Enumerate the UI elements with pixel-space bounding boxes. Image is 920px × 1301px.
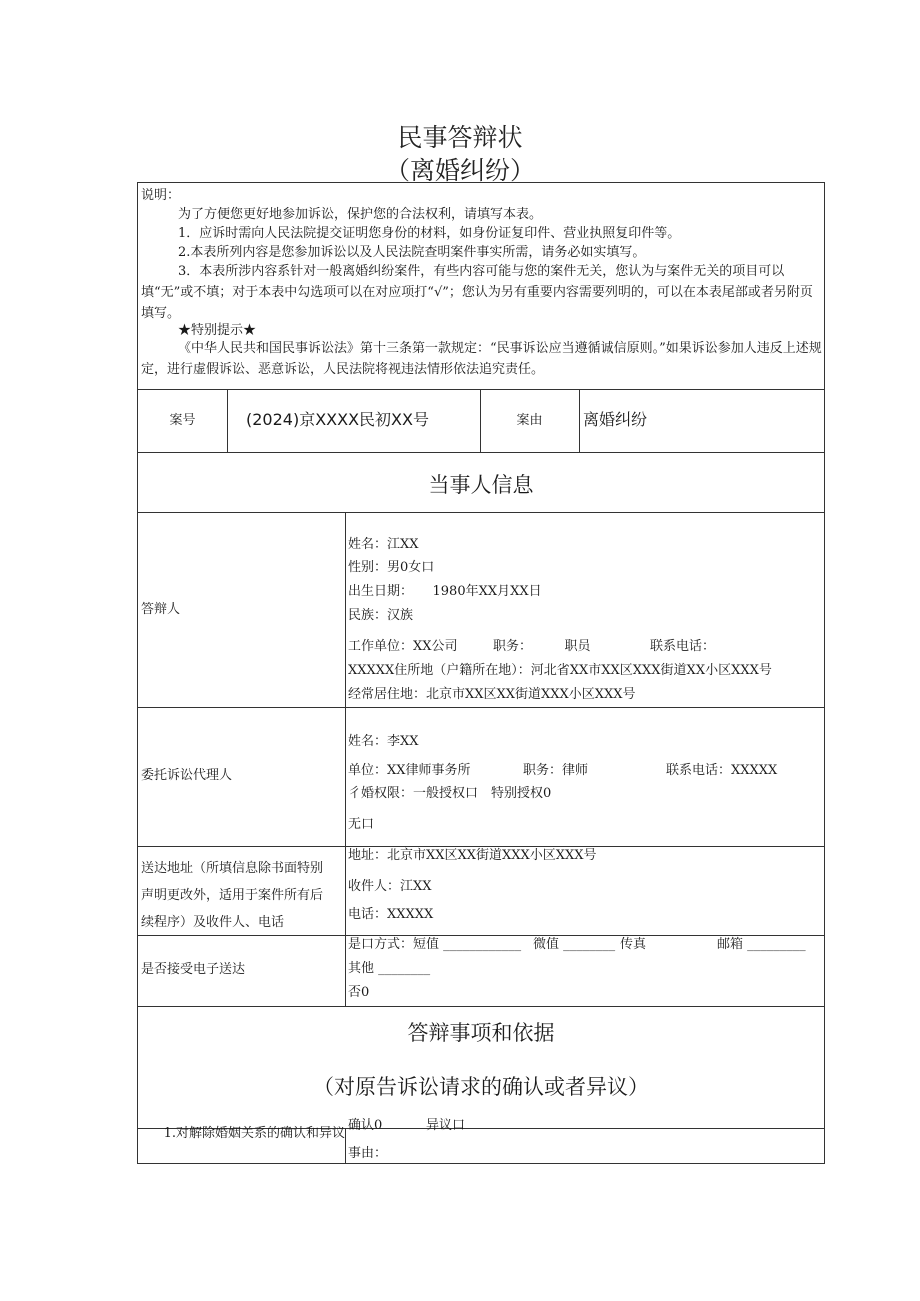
document-subtitle: （离婚纠纷）: [384, 156, 535, 185]
case-cause-value: 离婚纠纷: [583, 410, 648, 429]
defense-section-subtitle: （对原告诉讼请求的确认或者异议）: [313, 1075, 649, 1099]
respondent-gender: 性别：男0女口: [348, 560, 435, 575]
electronic-email: 邮箱 _________: [717, 937, 806, 952]
respondent-birth: 出生日期： 1980年XX月XX日: [348, 584, 542, 599]
electronic-yes-sms: 是口方式：短值 ____________: [348, 937, 522, 952]
agent-phone: 联系电话：XXXXX: [666, 763, 778, 778]
case-cause-label: 案由: [516, 413, 543, 428]
notes-heading: 说明：: [141, 188, 181, 203]
defense-section-title: 答辩事项和依据: [407, 1021, 555, 1045]
service-label-line-2: 声明更改外，适用于案件所有后: [141, 888, 324, 903]
agent-label: 委托诉讼代理人: [141, 768, 233, 783]
respondent-position: 职务： 职员: [493, 639, 591, 654]
agent-unit: 单位：XX律师事务所: [348, 763, 471, 778]
service-recipient: 收件人：江XX: [348, 879, 432, 894]
party-info-title: 当事人信息: [428, 473, 534, 497]
agent-name: 姓名：李XX: [348, 734, 419, 749]
electronic-no: 否0: [348, 985, 370, 1000]
case-number-label: 案号: [169, 413, 196, 428]
service-label-line-3: 续程序）及收件人、电话: [141, 915, 285, 930]
electronic-wechat: 微值 ________: [533, 937, 616, 952]
service-label-line-1: 送达地址（所填信息除书面特别: [141, 861, 324, 876]
document-title: 民事答辩状: [397, 123, 523, 152]
electronic-fax: 传真: [620, 937, 647, 952]
case-number-value: (2024)京XXXX民初XX号: [246, 410, 429, 429]
respondent-ethnicity: 民族：汉族: [348, 608, 414, 623]
agent-position: 职务：律师: [523, 763, 589, 778]
service-address: 地址：北京市XX区XX街道XXX小区XXX号: [348, 848, 597, 863]
special-notice-text: 《中华人民共和国民事诉讼法》第十三条第一款规定：“民事诉讼应当遵循诚信原则。”如果诉讼参加人违反上述规定，进行虚假诉讼、恶意诉讼，人民法院将视违法情形依法追究责任。: [141, 341, 822, 377]
item1-label: 1.对解除婚姻关系的确认和异议: [163, 1126, 345, 1141]
respondent-habitual-residence: 经常居住地：北京市XX区XX街道XXX小区XXX号: [348, 687, 636, 702]
agent-authority: 彳婚权限：一般授权口 特别授权0: [348, 786, 552, 801]
notes-item-1: 1．应诉时需向人民法院提交证明您身份的材料，如身份证复印件、营业执照复印件等。: [178, 226, 681, 241]
respondent-label: 答辩人: [141, 602, 181, 617]
electronic-service-label: 是否接受电子送达: [141, 962, 246, 977]
item1-object: 异议口: [426, 1118, 466, 1133]
special-notice-heading: ★特别提示★: [178, 323, 257, 338]
notes-intro: 为了方便您更好地参加诉讼，保护您的合法权利，请填写本表。: [178, 207, 543, 222]
form-table: [137, 182, 825, 1164]
notes-item-2: 2.本表所列内容是您参加诉讼以及人民法院查明案件事实所需，请务必如实填写。: [178, 245, 646, 260]
respondent-residence: XXXXX住所地（户籍所在地）：河北省XX市XX区XXX街道XX小区XXX号: [348, 663, 772, 678]
item1-reason: 事由：: [348, 1146, 388, 1161]
notes-item-3: 3．本表所涉内容系针对一般离婚纠纷案件，有些内容可能与您的案件无关，您认为与案件无关的项目可以填“无”或不填；对于本表中勾选项可以在对应项打“√”；您认为另有重要内容需要列明的，可以在本表尾部或者另附页填写。: [141, 264, 813, 321]
respondent-name: 姓名：江XX: [348, 537, 419, 552]
service-phone: 电话：XXXXX: [348, 907, 434, 922]
electronic-other: 其他 ________: [348, 961, 431, 976]
agent-none: 无口: [348, 817, 375, 832]
item1-confirm: 确认0: [348, 1118, 383, 1133]
respondent-work-unit: 工作单位：XX公司: [348, 639, 458, 654]
respondent-phone-label: 联系电话：: [650, 639, 716, 654]
